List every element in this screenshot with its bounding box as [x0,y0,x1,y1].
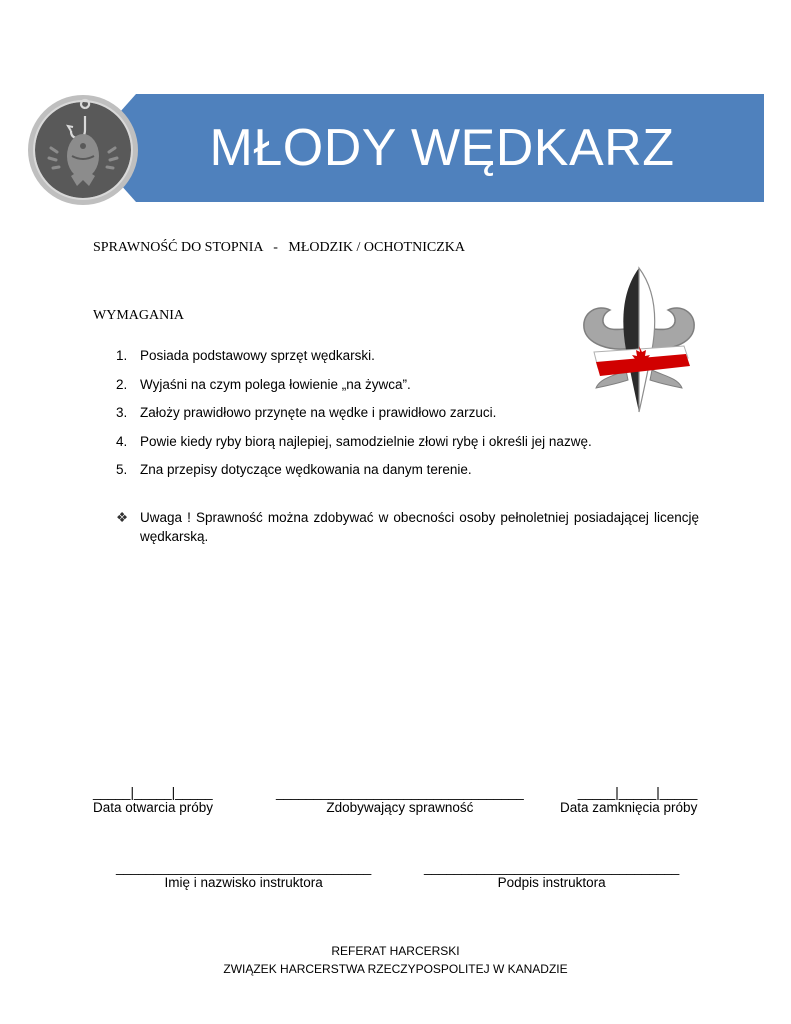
requirements-heading: WYMAGANIA [93,308,184,323]
list-item: 2. Wyjaśni na czym polega łowienie „na żywca”. [116,376,411,392]
footer-organization: ZWIĄZEK HARCERSTWA RZECZYPOSPOLITEJ W KANADZIE [223,962,568,976]
earner-signature-field: _________________________________ Zdobywający sprawność [276,785,524,815]
open-date-field: _____|_____|_____ Data otwarcia próby [93,785,214,815]
close-date-field: _____|_____|_____ Data zamknięcia próby [560,785,698,815]
instructor-name-field: __________________________________ Imię i nazwisko instruktora [116,860,372,890]
list-item: 5. Zna przepisy dotyczące wędkowania na danym terenie. [116,462,472,477]
instructor-signature-field: __________________________________ Podpis instruktora [424,860,680,890]
note [116,508,699,546]
list-item: 3. Założy prawidłowo przynęte na wędke i prawidłowo zarzuci. [116,405,497,420]
list-item: 1. Posiada podstawowy sprzęt wędkarski. [116,348,375,363]
fleur-de-lis-icon [580,266,698,414]
requirements-list [116,348,636,491]
list-item: 4. Powie kiedy ryby biorą najlepiej, samodzielnie złowi rybę i określi jej nazwę. [116,433,592,449]
note-text: Uwaga ! Sprawność można zdobywać w obecności osoby pełnoletniej posiadającej licencję wędkarską. [140,510,699,544]
badge-level-subtitle: SPRAWNOŚĆ DO STOPNIA - MŁODZIK / OCHOTNICZKA [93,240,465,255]
diamond-bullet-icon: ❖ [116,510,129,525]
footer-department: REFERAT HARCERSKI [331,944,460,958]
fish-hook-icon [27,94,139,206]
page-title: MŁODY WĘDKARZ [209,119,675,177]
